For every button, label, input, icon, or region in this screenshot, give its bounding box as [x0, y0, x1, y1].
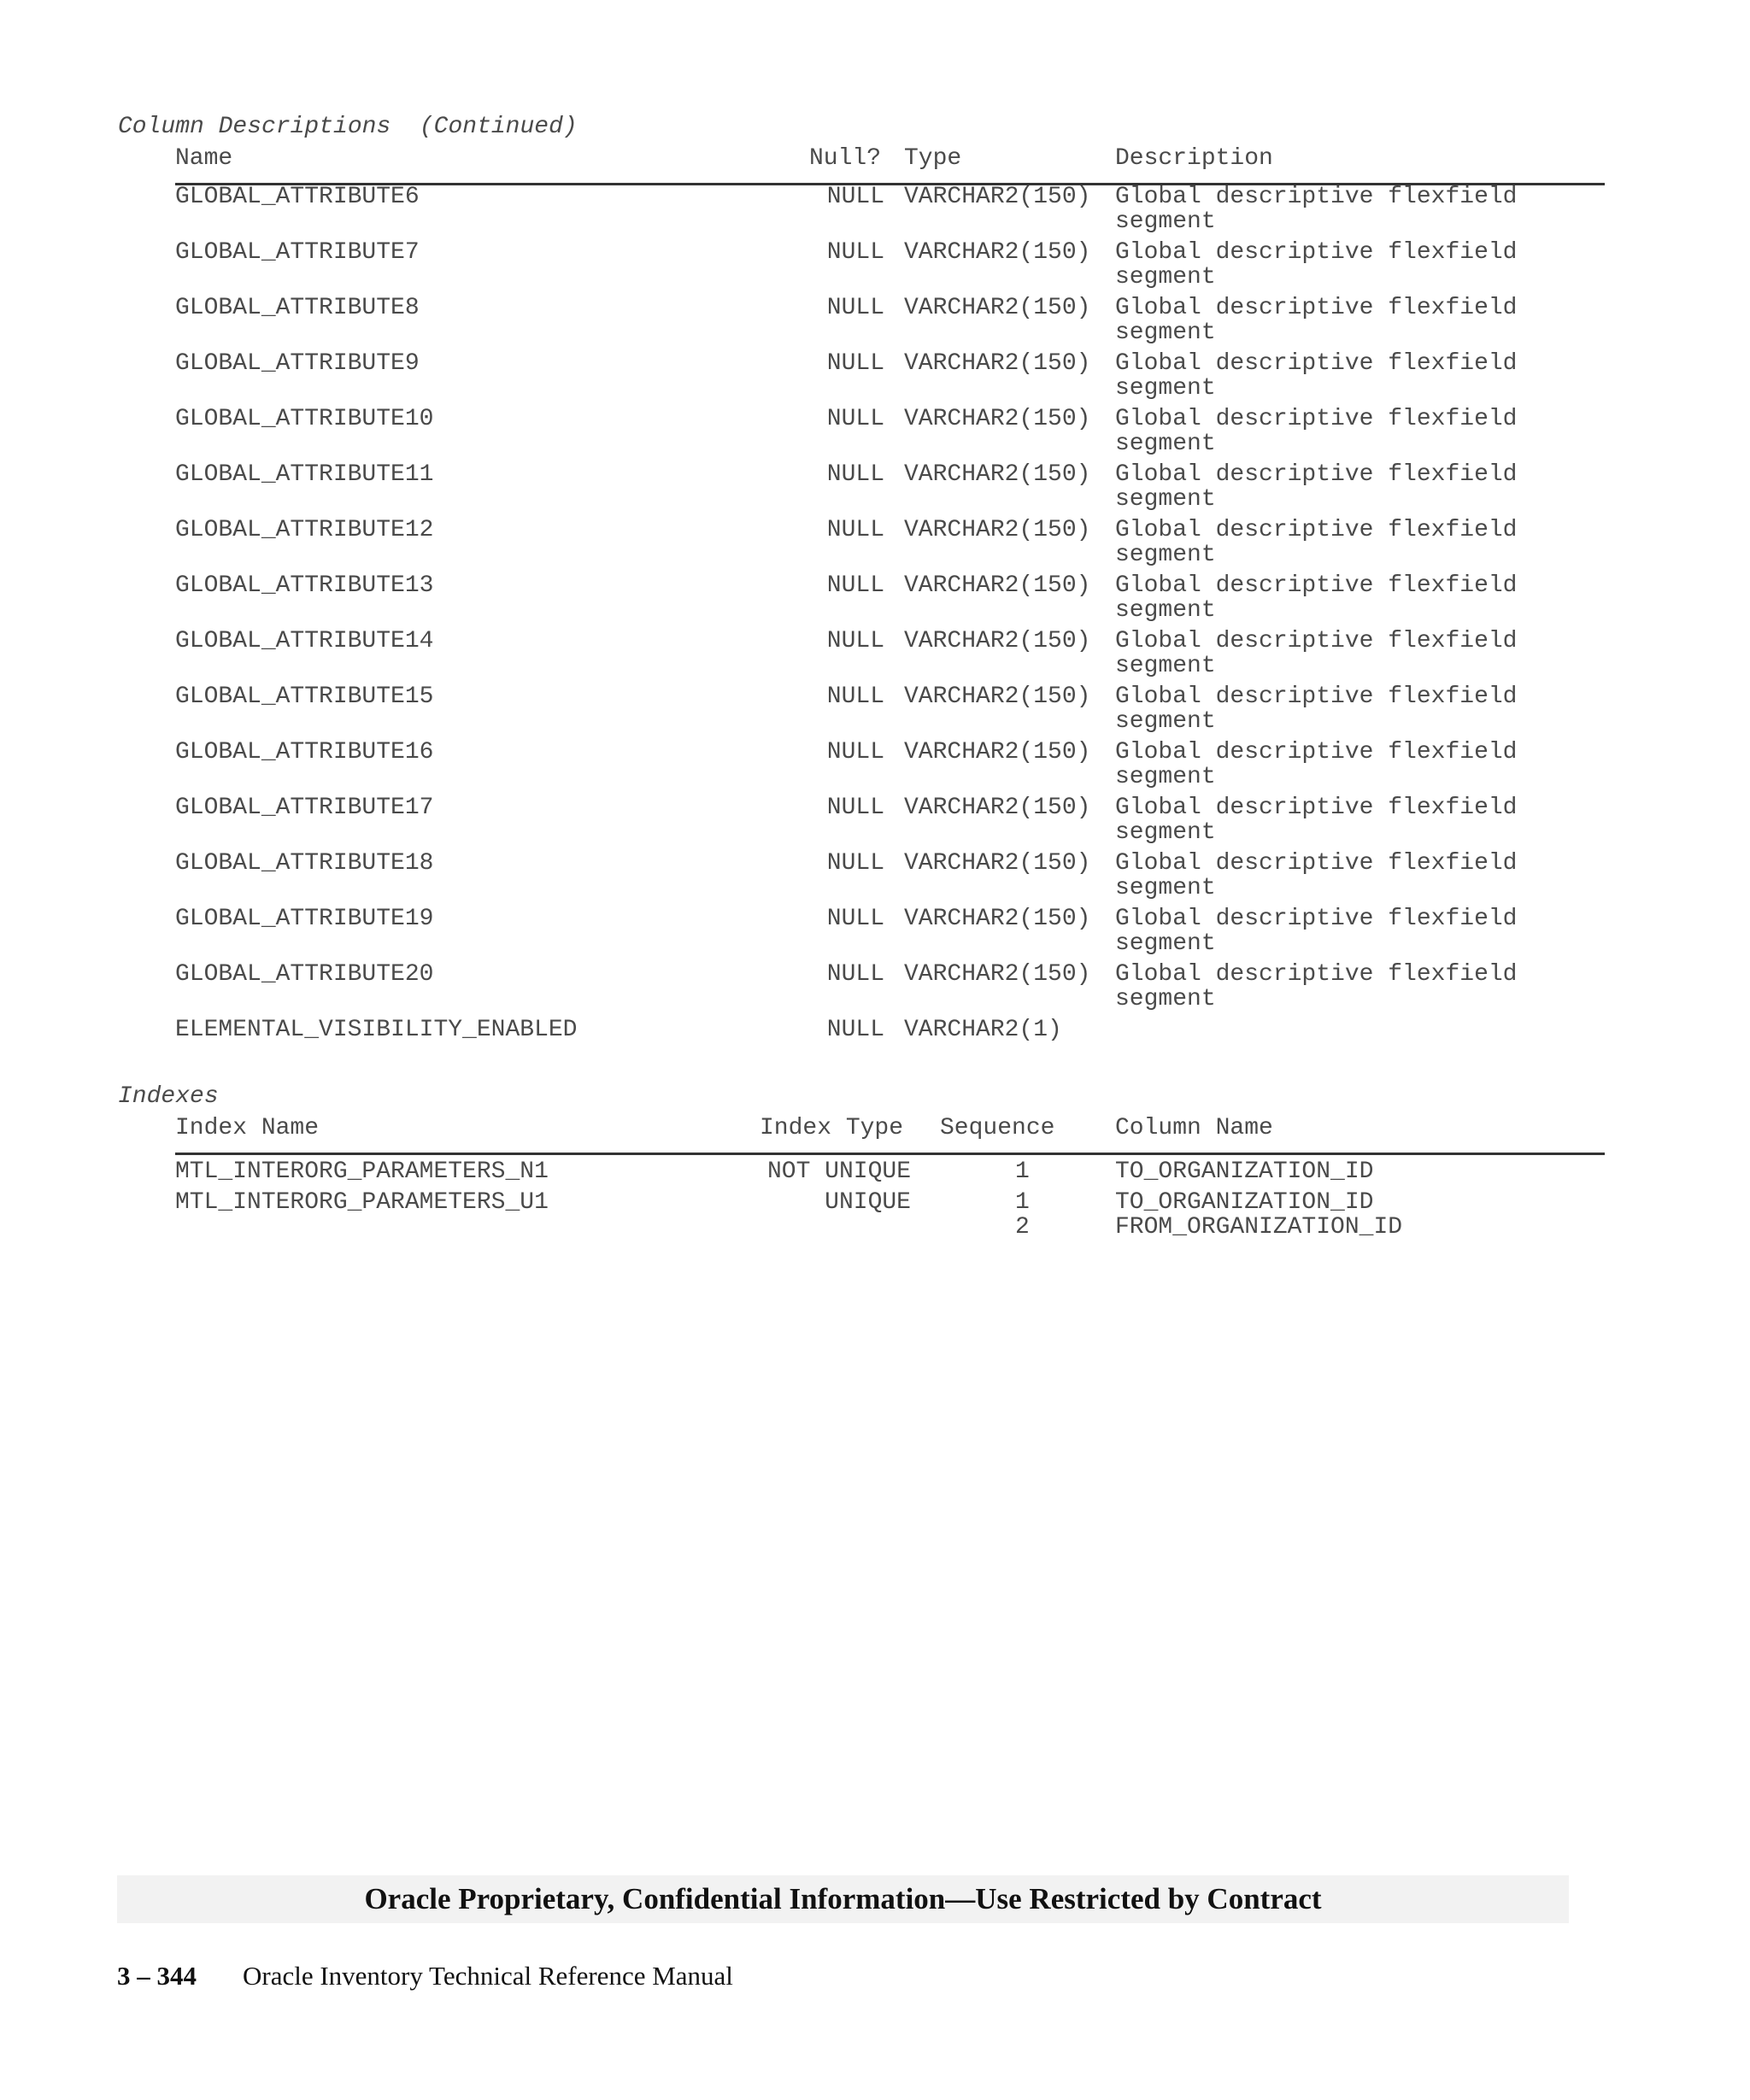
table-row — [175, 351, 1605, 401]
description-cell: Global descriptive flexfield segment — [1115, 517, 1518, 568]
column-name-cell — [1115, 1190, 1402, 1240]
type-cell: VARCHAR2(150) — [904, 461, 1091, 488]
description-cell: Global descriptive flexfield segment — [1115, 850, 1518, 901]
column-name-value: FROM_ORGANIZATION_ID — [1115, 1214, 1403, 1241]
description-cell: Global descriptive flexfield segment — [1115, 184, 1518, 235]
description-cell: Global descriptive flexfield segment — [1115, 572, 1518, 624]
type-cell: VARCHAR2(150) — [904, 517, 1091, 543]
header-sequence: Sequence — [940, 1115, 1055, 1141]
null-cell: NULL — [826, 683, 884, 710]
header-description: Description — [1115, 145, 1273, 172]
column-name-cell: GLOBAL_ATTRIBUTE13 — [175, 572, 434, 599]
column-name-cell: GLOBAL_ATTRIBUTE8 — [175, 295, 420, 321]
description-cell: Global descriptive flexfield segment — [1115, 239, 1518, 290]
column-descriptions-title: Column Descriptions (Continued) — [118, 114, 578, 140]
column-name-cell: GLOBAL_ATTRIBUTE12 — [175, 517, 434, 543]
table-row — [175, 462, 1605, 512]
column-name-cell: GLOBAL_ATTRIBUTE7 — [175, 239, 420, 266]
index-type-cell: NOT UNIQUE — [766, 1159, 911, 1185]
sequence-cell — [967, 1190, 1078, 1240]
header-null: Null? — [809, 145, 882, 172]
footer-manual-title: Oracle Inventory Technical Reference Manual — [243, 1961, 733, 1991]
column-table-header — [175, 145, 1605, 185]
type-cell: VARCHAR2(1) — [904, 1017, 1062, 1043]
type-cell: VARCHAR2(150) — [904, 406, 1091, 432]
table-row — [175, 906, 1605, 956]
index-name-cell: MTL_INTERORG_PARAMETERS_N1 — [175, 1159, 549, 1185]
sequence-value: 2 — [1015, 1214, 1030, 1241]
type-cell: VARCHAR2(150) — [904, 628, 1091, 654]
column-name-cell: GLOBAL_ATTRIBUTE17 — [175, 795, 434, 821]
type-cell: VARCHAR2(150) — [904, 795, 1091, 821]
index-type-cell: UNIQUE — [825, 1189, 911, 1216]
column-name-cell: GLOBAL_ATTRIBUTE10 — [175, 406, 434, 432]
sequence-cell — [967, 1159, 1078, 1184]
table-row — [175, 573, 1605, 623]
null-cell: NULL — [826, 184, 884, 210]
sequence-value: 1 — [1015, 1159, 1030, 1185]
footer-page-number: 3 – 344 — [117, 1961, 197, 1991]
header-type: Type — [904, 145, 962, 172]
table-row — [175, 684, 1605, 734]
type-cell: VARCHAR2(150) — [904, 350, 1091, 377]
table-row — [175, 962, 1605, 1012]
column-name-value: TO_ORGANIZATION_ID — [1115, 1159, 1374, 1185]
column-name-cell: GLOBAL_ATTRIBUTE6 — [175, 184, 420, 210]
null-cell: NULL — [826, 739, 884, 766]
null-cell: NULL — [826, 961, 884, 988]
null-cell: NULL — [826, 295, 884, 321]
column-name-cell — [1115, 1159, 1373, 1184]
column-name-cell: GLOBAL_ATTRIBUTE9 — [175, 350, 420, 377]
description-cell: Global descriptive flexfield segment — [1115, 906, 1518, 957]
description-cell: Global descriptive flexfield segment — [1115, 961, 1518, 1012]
column-name-cell: GLOBAL_ATTRIBUTE16 — [175, 739, 434, 766]
null-cell: NULL — [826, 517, 884, 543]
confidentiality-banner: Oracle Proprietary, Confidential Information––Use Restricted by Contract — [117, 1875, 1569, 1923]
indexes-title: Indexes — [118, 1083, 219, 1110]
index-name-cell: MTL_INTERORG_PARAMETERS_U1 — [175, 1189, 549, 1216]
null-cell: NULL — [826, 628, 884, 654]
type-cell: VARCHAR2(150) — [904, 184, 1091, 210]
table-row — [175, 185, 1605, 234]
null-cell: NULL — [826, 795, 884, 821]
sequence-value: 1 — [1015, 1189, 1030, 1216]
type-cell: VARCHAR2(150) — [904, 739, 1091, 766]
description-cell: Global descriptive flexfield segment — [1115, 406, 1518, 457]
table-row — [175, 407, 1605, 456]
type-cell: VARCHAR2(150) — [904, 295, 1091, 321]
type-cell: VARCHAR2(150) — [904, 239, 1091, 266]
index-table-header — [175, 1115, 1605, 1155]
type-cell: VARCHAR2(150) — [904, 572, 1091, 599]
column-name-value: TO_ORGANIZATION_ID — [1115, 1189, 1374, 1216]
header-name: Name — [175, 145, 233, 172]
column-name-cell: GLOBAL_ATTRIBUTE18 — [175, 850, 434, 877]
table-row — [175, 1018, 1605, 1067]
type-cell: VARCHAR2(150) — [904, 683, 1091, 710]
table-row — [175, 851, 1605, 900]
type-cell: VARCHAR2(150) — [904, 850, 1091, 877]
column-name-cell: ELEMENTAL_VISIBILITY_ENABLED — [175, 1017, 578, 1043]
table-row — [175, 240, 1605, 290]
null-cell: NULL — [826, 572, 884, 599]
description-cell: Global descriptive flexfield segment — [1115, 739, 1518, 790]
type-cell: VARCHAR2(150) — [904, 961, 1091, 988]
table-row — [175, 740, 1605, 789]
null-cell: NULL — [826, 350, 884, 377]
description-cell: Global descriptive flexfield segment — [1115, 461, 1518, 513]
table-row — [175, 795, 1605, 845]
description-cell: Global descriptive flexfield segment — [1115, 628, 1518, 679]
header-index-name: Index Name — [175, 1115, 320, 1141]
description-cell: Global descriptive flexfield segment — [1115, 295, 1518, 346]
null-cell: NULL — [826, 239, 884, 266]
type-cell: VARCHAR2(150) — [904, 906, 1091, 932]
null-cell: NULL — [826, 406, 884, 432]
column-name-cell: GLOBAL_ATTRIBUTE14 — [175, 628, 434, 654]
null-cell: NULL — [826, 906, 884, 932]
null-cell: NULL — [826, 1017, 884, 1043]
null-cell: NULL — [826, 461, 884, 488]
description-cell: Global descriptive flexfield segment — [1115, 350, 1518, 402]
header-column-name: Column Name — [1115, 1115, 1273, 1141]
table-row — [175, 629, 1605, 678]
table-row — [175, 518, 1605, 567]
column-name-cell: GLOBAL_ATTRIBUTE19 — [175, 906, 434, 932]
header-index-type: Index Type — [760, 1115, 904, 1141]
column-name-cell: GLOBAL_ATTRIBUTE15 — [175, 683, 434, 710]
column-name-cell: GLOBAL_ATTRIBUTE20 — [175, 961, 434, 988]
description-cell: Global descriptive flexfield segment — [1115, 683, 1518, 735]
table-row — [175, 296, 1605, 345]
description-cell: Global descriptive flexfield segment — [1115, 795, 1518, 846]
column-name-cell: GLOBAL_ATTRIBUTE11 — [175, 461, 434, 488]
null-cell: NULL — [826, 850, 884, 877]
